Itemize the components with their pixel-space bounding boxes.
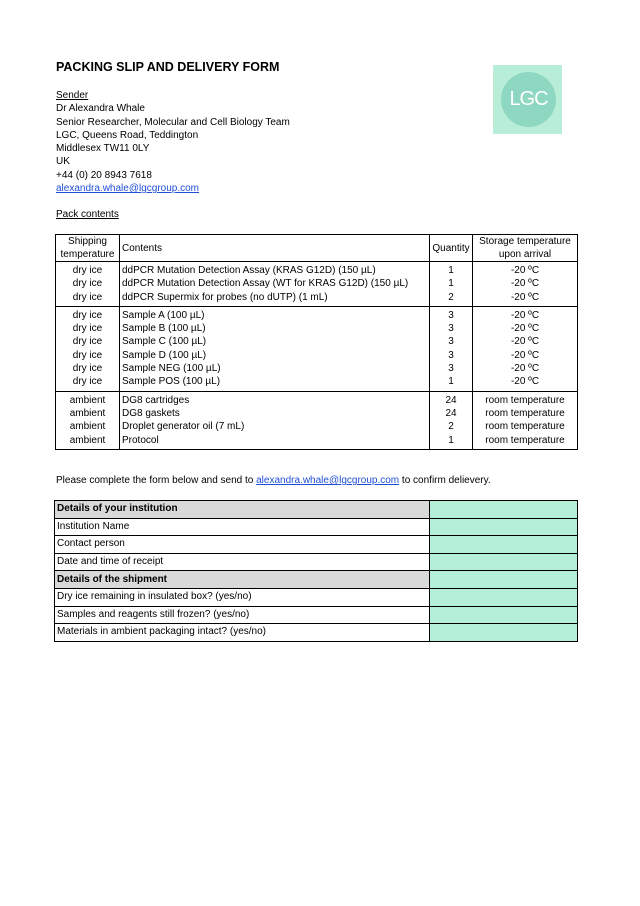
- form-field-label: Institution Name: [55, 518, 430, 536]
- pack-row: [56, 375, 578, 391]
- form-field-label: Materials in ambient packaging intact? (yes/no): [55, 624, 430, 642]
- contents-cell: Sample D (100 µL): [120, 349, 430, 362]
- contents-cell: DG8 cartridges: [120, 391, 430, 407]
- pack-contents-heading: Pack contents: [56, 209, 119, 220]
- instructions-text-after: to confirm delievery.: [399, 475, 491, 486]
- sender-email-link[interactable]: alexandra.whale@lgcgroup.com: [56, 183, 200, 195]
- quantity-cell: 1: [430, 434, 473, 450]
- contents-cell: Sample A (100 µL): [120, 306, 430, 322]
- pack-row: [56, 335, 578, 348]
- contents-cell: Droplet generator oil (7 mL): [120, 420, 430, 433]
- form-field-input[interactable]: [430, 588, 578, 606]
- form-section-label: Details of the shipment: [55, 571, 430, 589]
- form-field-input[interactable]: [430, 536, 578, 554]
- pack-row: [56, 262, 578, 278]
- shipping-header-line1: Shipping: [68, 236, 107, 247]
- shipping-temperature-cell: dry ice: [56, 306, 120, 322]
- pack-contents-table: [55, 234, 578, 450]
- quantity-cell: 1: [430, 375, 473, 391]
- shipping-temperature-cell: ambient: [56, 407, 120, 420]
- contents-cell: ddPCR Supermix for probes (no dUTP) (1 mL): [120, 291, 430, 307]
- contents-cell: Sample POS (100 µL): [120, 375, 430, 391]
- lgc-logo-mark: LGC: [501, 72, 556, 127]
- quantity-cell: 2: [430, 291, 473, 307]
- quantity-cell: 2: [430, 420, 473, 433]
- form-field-input[interactable]: [430, 518, 578, 536]
- form-field-input[interactable]: [430, 606, 578, 624]
- instructions-text-before: Please complete the form below and send to: [56, 475, 257, 486]
- form-section-header-row: [55, 501, 578, 519]
- quantity-cell: 1: [430, 262, 473, 278]
- sender-name: Dr Alexandra Whale: [56, 103, 145, 115]
- shipping-temperature-cell: ambient: [56, 420, 120, 433]
- pack-row: [56, 306, 578, 322]
- sender-address-line1: LGC, Queens Road, Teddington: [56, 129, 199, 141]
- pack-row: [56, 434, 578, 450]
- form-section-header-row: [55, 571, 578, 589]
- form-row: [55, 624, 578, 642]
- pack-row: [56, 362, 578, 375]
- shipping-temperature-cell: dry ice: [56, 349, 120, 362]
- form-field-label: Contact person: [55, 536, 430, 554]
- sender-country: UK: [56, 156, 70, 168]
- sender-heading: Sender: [56, 90, 89, 101]
- quantity-cell: 3: [430, 349, 473, 362]
- shipping-temperature-cell: dry ice: [56, 322, 120, 335]
- quantity-cell: 3: [430, 322, 473, 335]
- col-header-storage-temperature: [473, 235, 578, 262]
- contents-cell: ddPCR Mutation Detection Assay (KRAS G12D) (150 µL): [120, 262, 430, 278]
- shipping-temperature-cell: ambient: [56, 434, 120, 450]
- storage-temperature-cell: -20 ºC: [473, 262, 578, 278]
- form-field-label: Date and time of receipt: [55, 553, 430, 571]
- form-row: [55, 518, 578, 536]
- storage-temperature-cell: -20 ºC: [473, 291, 578, 307]
- pack-row: [56, 291, 578, 307]
- pack-row: [56, 391, 578, 407]
- pack-table-body: [56, 262, 578, 450]
- quantity-cell: 3: [430, 306, 473, 322]
- col-header-contents: Contents: [120, 235, 430, 262]
- pack-row: [56, 322, 578, 335]
- quantity-cell: 3: [430, 335, 473, 348]
- contents-cell: DG8 gaskets: [120, 407, 430, 420]
- storage-temperature-cell: -20 ºC: [473, 375, 578, 391]
- delivery-form-table: [54, 500, 578, 642]
- shipping-temperature-cell: dry ice: [56, 291, 120, 307]
- storage-temperature-cell: -20 ºC: [473, 362, 578, 375]
- storage-temperature-cell: room temperature: [473, 407, 578, 420]
- contents-cell: Sample B (100 µL): [120, 322, 430, 335]
- quantity-cell: 1: [430, 277, 473, 290]
- pack-row: [56, 407, 578, 420]
- storage-temperature-cell: room temperature: [473, 420, 578, 433]
- form-field-label: Dry ice remaining in insulated box? (yes/no): [55, 588, 430, 606]
- delivery-form-body: [55, 501, 578, 642]
- pack-table-header-row: [56, 235, 578, 262]
- quantity-cell: 24: [430, 391, 473, 407]
- contents-cell: ddPCR Mutation Detection Assay (WT for KRAS G12D) (150 µL): [120, 277, 430, 290]
- quantity-cell: 24: [430, 407, 473, 420]
- shipping-temperature-cell: dry ice: [56, 362, 120, 375]
- sender-phone: +44 (0) 20 8943 7618: [56, 169, 152, 181]
- pack-row: [56, 420, 578, 433]
- form-section-fill-cell: [430, 501, 578, 519]
- col-header-shipping-temperature: [56, 235, 120, 262]
- contents-cell: Sample C (100 µL): [120, 335, 430, 348]
- storage-header-line2: upon arrival: [498, 249, 552, 260]
- form-row: [55, 536, 578, 554]
- shipping-header-line2: temperature: [60, 249, 115, 260]
- pack-row: [56, 349, 578, 362]
- pack-row: [56, 277, 578, 290]
- form-field-input[interactable]: [430, 553, 578, 571]
- form-section-fill-cell: [430, 571, 578, 589]
- shipping-temperature-cell: dry ice: [56, 277, 120, 290]
- instructions-email-link[interactable]: alexandra.whale@lgcgroup.com: [256, 475, 400, 486]
- form-field-label: Samples and reagents still frozen? (yes/no): [55, 606, 430, 624]
- shipping-temperature-cell: dry ice: [56, 375, 120, 391]
- sender-address-line2: Middlesex TW11 0LY: [56, 143, 150, 155]
- page-title: PACKING SLIP AND DELIVERY FORM: [56, 60, 280, 74]
- form-row: [55, 553, 578, 571]
- form-field-input[interactable]: [430, 624, 578, 642]
- form-row: [55, 606, 578, 624]
- sender-role: Senior Researcher, Molecular and Cell Biology Team: [56, 116, 290, 128]
- sender-block: [56, 89, 290, 195]
- storage-header-line1: Storage temperature: [479, 236, 571, 247]
- storage-temperature-cell: -20 ºC: [473, 335, 578, 348]
- shipping-temperature-cell: dry ice: [56, 335, 120, 348]
- form-section-label: Details of your institution: [55, 501, 430, 519]
- storage-temperature-cell: -20 ºC: [473, 349, 578, 362]
- storage-temperature-cell: -20 ºC: [473, 306, 578, 322]
- storage-temperature-cell: room temperature: [473, 391, 578, 407]
- contents-cell: Sample NEG (100 µL): [120, 362, 430, 375]
- storage-temperature-cell: -20 ºC: [473, 322, 578, 335]
- col-header-quantity: Quantity: [430, 235, 473, 262]
- shipping-temperature-cell: dry ice: [56, 262, 120, 278]
- storage-temperature-cell: room temperature: [473, 434, 578, 450]
- storage-temperature-cell: -20 ºC: [473, 277, 578, 290]
- contents-cell: Protocol: [120, 434, 430, 450]
- form-row: [55, 588, 578, 606]
- lgc-logo: [493, 65, 562, 134]
- shipping-temperature-cell: ambient: [56, 391, 120, 407]
- instructions-line: [56, 475, 491, 486]
- quantity-cell: 3: [430, 362, 473, 375]
